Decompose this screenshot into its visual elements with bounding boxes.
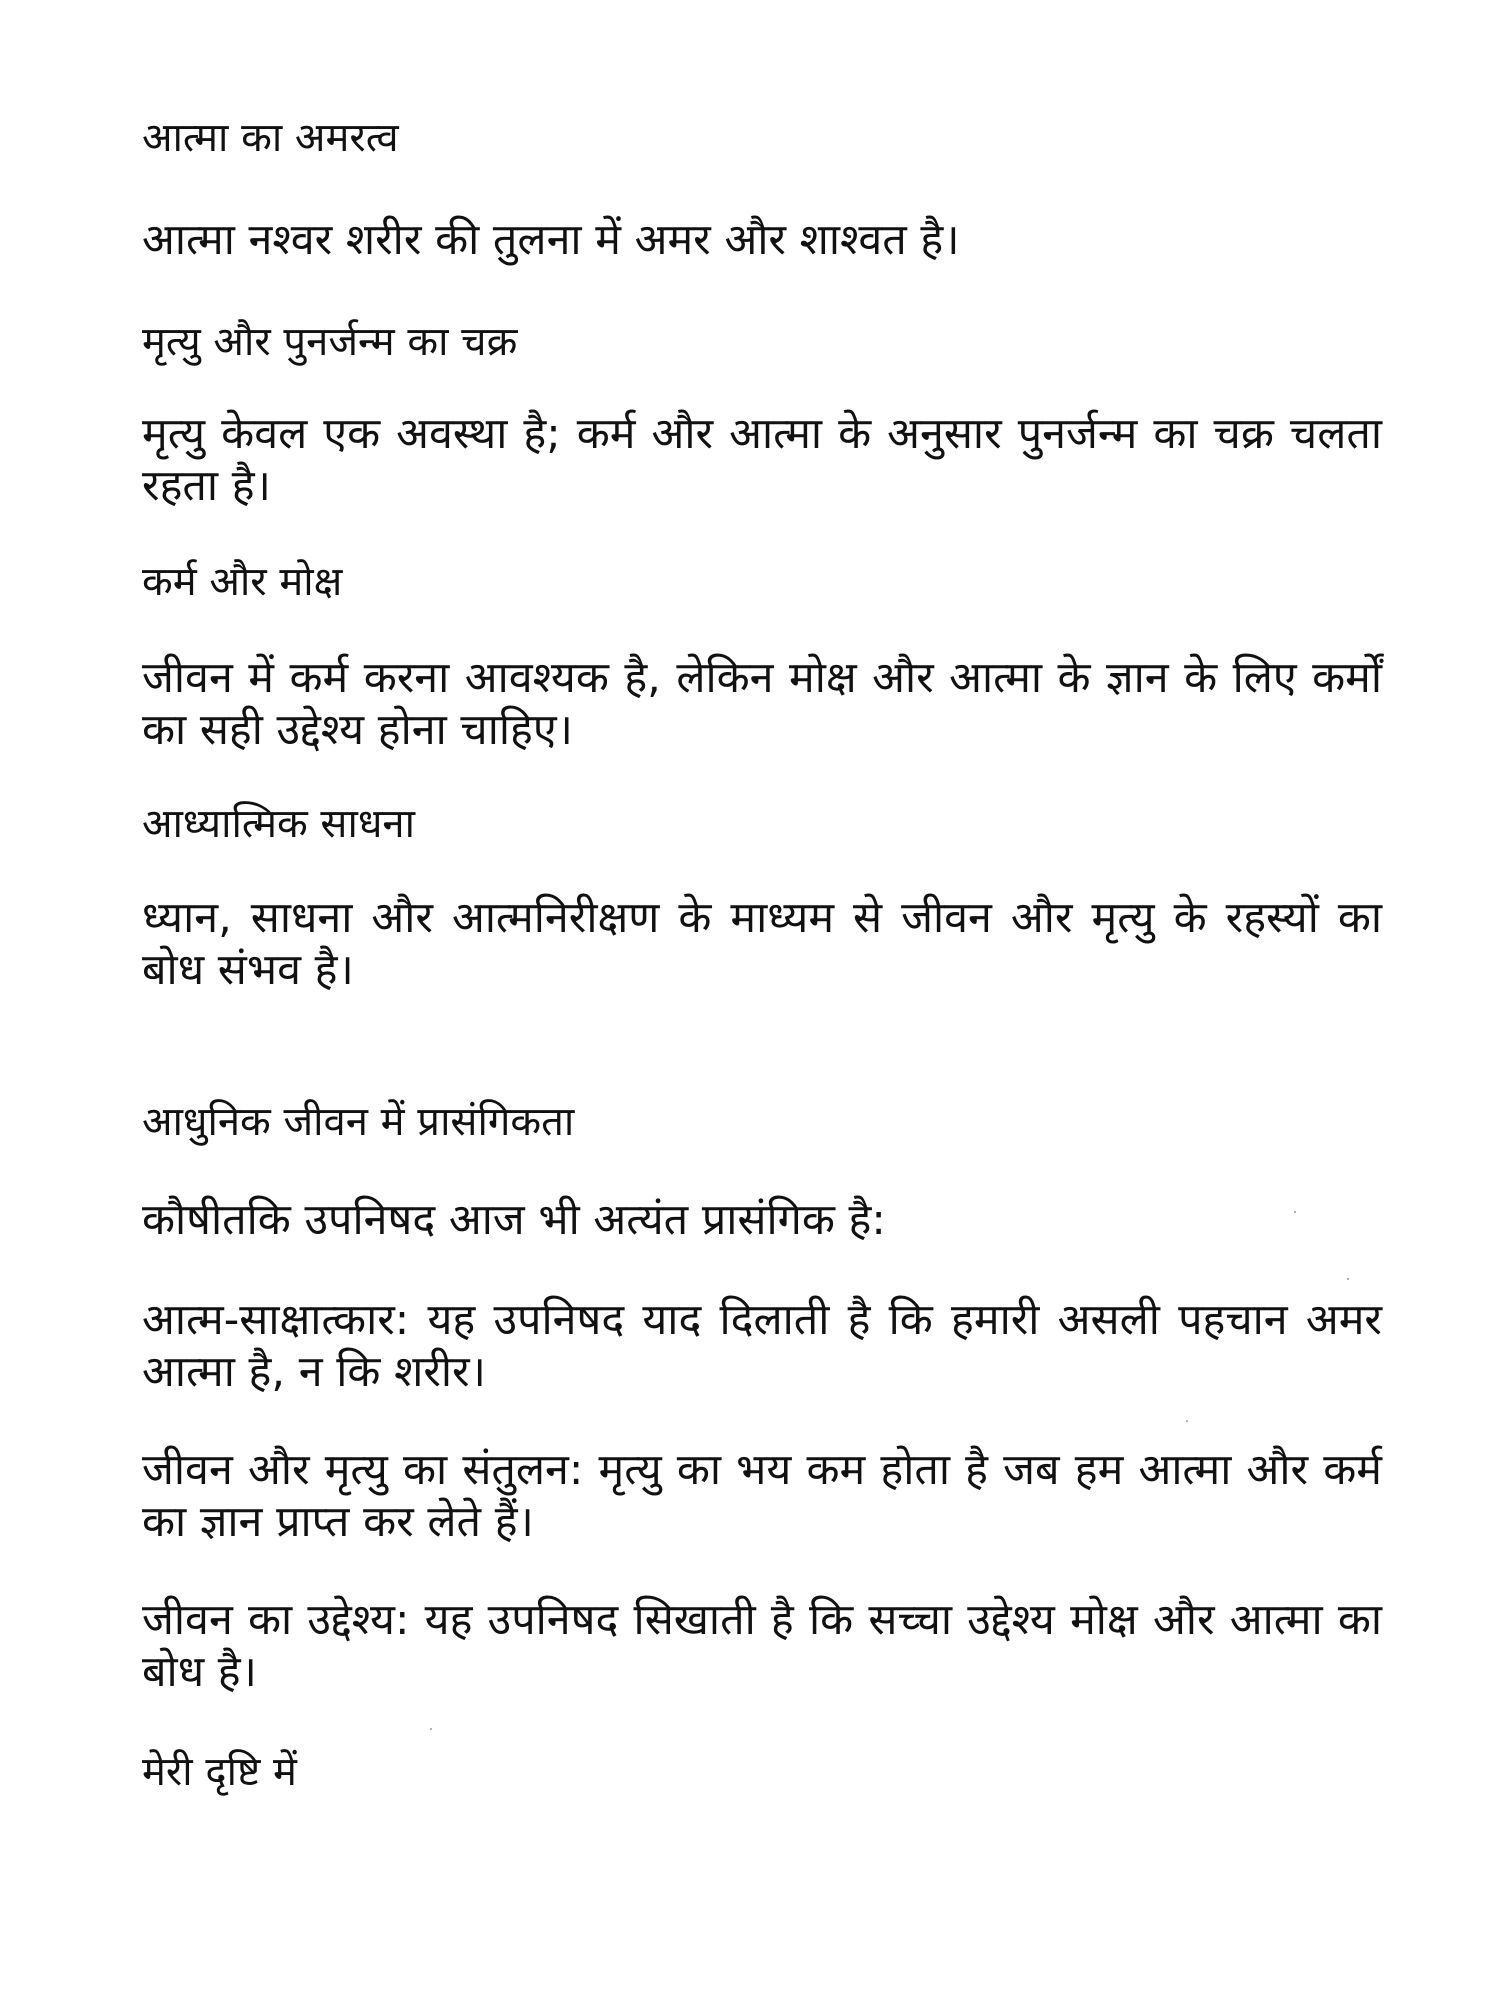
section-heading-my-view: मेरी दृष्टि में	[142, 1749, 297, 1795]
section-heading-soul-immortality: आत्मा का अमरत्व	[142, 115, 399, 161]
scan-speck	[1347, 1278, 1349, 1280]
section-heading-death-rebirth: मृत्यु और पुनर्जन्म का चक्र	[142, 319, 518, 365]
paragraph-spiritual-practice: ध्यान, साधना और आत्मनिरीक्षण के माध्यम से जीवन और मृत्यु के रहस्यों का बोध संभव है।	[142, 893, 1382, 995]
paragraph-death-rebirth: मृत्यु केवल एक अवस्था है; कर्म और आत्मा के अनुसार पुनर्जन्म का चक्र चलता रहता है।	[142, 409, 1382, 511]
scan-speck	[430, 1728, 432, 1730]
document-body	[142, 112, 1382, 1798]
paragraph-karma-moksha: जीवन में कर्म करना आवश्यक है, लेकिन मोक्ष और आत्मा के ज्ञान के लिए कर्मों का सही उद्देश्य होना चाहिए।	[142, 653, 1382, 755]
scan-speck	[1294, 1211, 1296, 1213]
section-heading-spiritual-practice: आध्यात्मिक साधना	[142, 801, 415, 847]
scan-speck	[1186, 1420, 1188, 1422]
paragraph-life-purpose: जीवन का उद्देश्य: यह उपनिषद सिखाती है कि सच्चा उद्देश्य मोक्ष और आत्मा का बोध है।	[142, 1595, 1382, 1697]
paragraph-relevance-intro: कौषीतकि उपनिषद आज भी अत्यंत प्रासंगिक है:	[142, 1195, 886, 1245]
paragraph-soul-immortality: आत्मा नश्वर शरीर की तुलना में अमर और शाश्वत है।	[142, 215, 960, 265]
paragraph-self-realization: आत्म-साक्षात्कार: यह उपनिषद याद दिलाती है कि हमारी असली पहचान अमर आत्मा है, न कि शरीर।	[142, 1295, 1382, 1397]
paragraph-life-death-balance: जीवन और मृत्यु का संतुलन: मृत्यु का भय कम होता है जब हम आत्मा और कर्म का ज्ञान प्राप्त कर लेते हैं।	[142, 1445, 1382, 1547]
section-heading-karma-moksha: कर्म और मोक्ष	[142, 559, 343, 605]
section-heading-modern-relevance: आधुनिक जीवन में प्रासंगिकता	[142, 1099, 575, 1145]
